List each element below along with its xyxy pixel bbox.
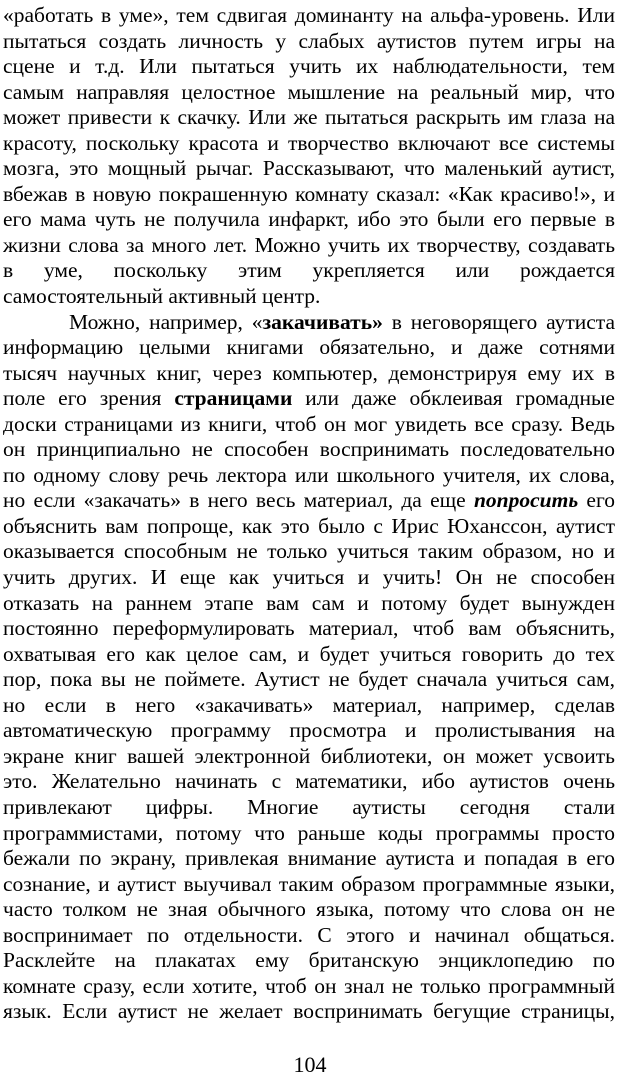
text-segment: вбежав в новую покрашенную комнату сказал: «Как красиво!», и [3,181,615,206]
text-line [3,846,615,872]
text-segment: привлекают цифры. Многие аутисты сегодня стали [3,794,615,819]
text-segment: или даже обклеивая громадные [292,386,615,411]
text-segment: экране книг вашей электронной библиотеки, он может усвоить [3,743,615,768]
text-line [3,872,615,898]
text-line [3,693,615,719]
text-segment: он принципиально не способен воспринимать последовательно [3,437,615,462]
text-segment: его мама чуть не получила инфаркт, ибо это были его первые в [3,207,615,232]
emphasized-text: страницами [174,386,293,411]
text-line [3,923,615,949]
text-line [3,105,615,131]
text-segment: «работать в уме», тем сдвигая доминанту на альфа-уровень. Или [3,3,615,27]
text-line [3,310,615,336]
text-line [3,565,615,591]
text-segment: сознание, и аутист выучивал таким образом программные языки, [3,871,615,896]
text-segment: охватывая его как целое сам, и будет учиться говорить до тех [3,641,615,666]
text-segment: оказывается способным не только учиться таким образом, но и [3,539,615,564]
text-segment: сцене и т.д. Или пытаться учить их наблюдательности, тем [3,54,615,79]
text-segment: объяснить вам попроще, как это было с Ирис Юханссон, аутист [3,513,615,538]
text-segment: мозга, это мощный рычаг. Рассказывают, что маленький аутист, [3,156,615,181]
text-segment: это. Желательно начинать с математики, ибо аутистов очень [3,769,615,794]
text-segment: автоматическую программу просмотра и пролистывания на [3,718,615,743]
text-segment: может привести к скачку. Или же пытаться раскрыть им глаза на [3,105,615,130]
text-segment: его [578,488,615,513]
text-segment: тысяч научных книг, через компьютер, демонстрируя ему их в [3,360,615,385]
text-line [3,29,615,55]
text-line [3,642,615,668]
text-line [3,207,615,233]
text-line [3,463,615,489]
text-segment: информацию целыми книгами обязательно, и даже сотнями [3,335,615,360]
text-line [3,156,615,182]
text-line [3,258,615,284]
text-segment: Расклейте на плакатах ему британскую энциклопедию по [3,948,615,973]
text-line [3,744,615,770]
text-segment: постоянно переформулировать материал, чтоб вам объяснить, [3,616,615,641]
text-segment: самостоятельный активный центр. [3,284,321,309]
text-line [3,795,615,821]
text-segment: в неговорящего аутиста [382,309,615,334]
text-line [3,488,615,514]
text-line [3,514,615,540]
text-segment: часто толком не зная обычного языка, потому что слова он не [3,897,615,922]
text-segment: жизни слова за много лет. Можно учить их творчеству, создавать [3,232,615,257]
text-segment: по одному слову речь лектора или школьного учителя, их слова, [3,462,615,487]
text-segment: красоту, поскольку красота и творчество включают все системы [3,130,615,155]
text-segment: поле его зрения [3,386,175,411]
text-line [3,386,615,412]
text-line [3,3,615,29]
text-line [3,897,615,923]
text-line [3,999,615,1025]
text-segment: пытаться создать личность у слабых аутистов путем игры на [3,28,615,53]
text-line [3,667,615,693]
text-line [3,769,615,795]
emphasized-text: закачивать» [262,309,383,334]
text-segment: воспринимает по отдельности. С этого и начинал общаться. [3,922,615,947]
text-line [3,539,615,565]
text-line [3,974,615,1000]
emphasized-text: попросить [473,488,579,513]
body-text [3,3,615,1025]
text-segment: но если «закачать» в него весь материал, да еще [3,488,474,513]
text-line [3,412,615,438]
text-segment: Можно, например, « [69,309,263,334]
text-line [3,361,615,387]
text-line [3,335,615,361]
text-line [3,182,615,208]
text-line [3,54,615,80]
text-segment: отказать на раннем этапе вам сам и потому будет вынужден [3,590,615,615]
text-line [3,80,615,106]
text-segment: самым направляя целостное мышление на реальный мир, что [3,79,615,104]
text-segment: программистами, потому что раньше коды программы просто [3,820,615,845]
text-segment: но если в него «закачивать» материал, например, сделав [3,692,615,717]
text-line [3,437,615,463]
text-segment: комнате сразу, если хотите, чтоб он знал не только программный [3,973,615,998]
text-line [3,131,615,157]
text-segment: пор, пока вы не поймете. Аутист не будет сначала учиться сам, [3,667,615,692]
text-line [3,284,615,310]
text-segment: учить других. И еще как учиться и учить! Он не способен [3,565,615,590]
text-line [3,233,615,259]
text-line [3,616,615,642]
text-line [3,591,615,617]
page-number: 104 [293,1052,327,1077]
text-line [3,821,615,847]
text-segment: язык. Если аутист не желает воспринимать бегущие страницы, [3,999,615,1024]
text-segment: бежали по экрану, привлекая внимание аутиста и попадая в его [3,846,615,871]
text-line [3,948,615,974]
text-line [3,718,615,744]
text-segment: доски страницами из книги, чтоб он мог увидеть все сразу. Ведь [3,411,615,436]
text-segment: в уме, поскольку этим укрепляется или рождается [3,258,615,283]
